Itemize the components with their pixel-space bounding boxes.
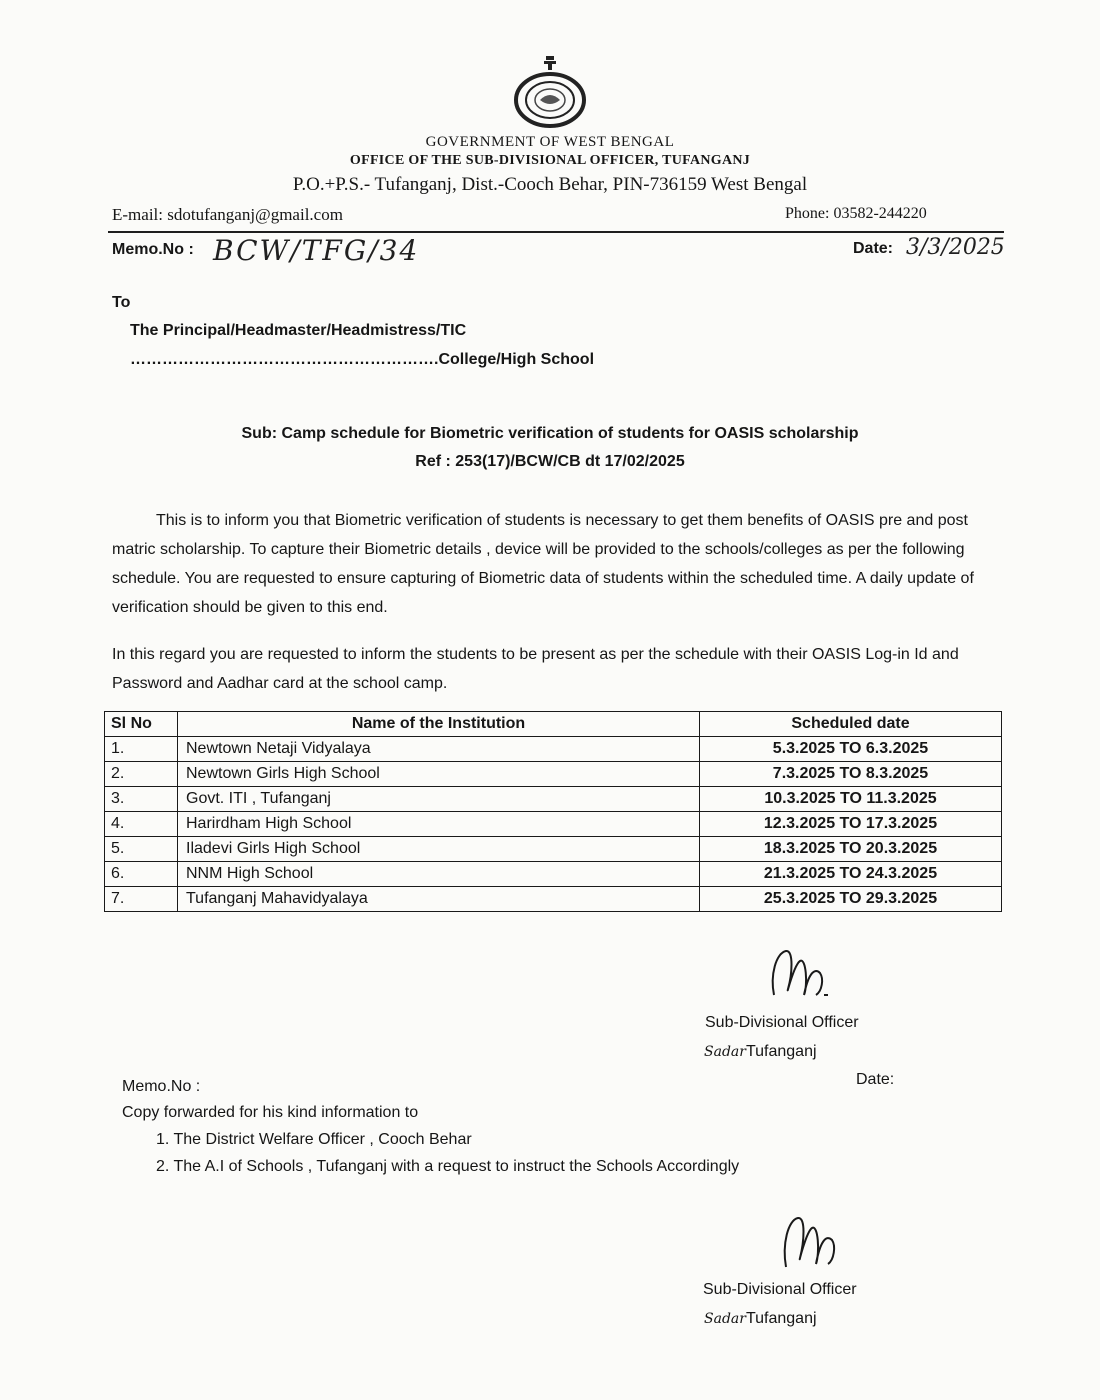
addressee-to: To [112,294,131,311]
signature-2 [776,1212,846,1274]
letter-reference: Ref : 253(17)/BCW/CB dt 17/02/2025 [415,453,685,470]
row-sl-no: 2. [105,762,178,787]
table-row [105,812,1002,837]
row-scheduled-date: 25.3.2025 TO 29.3.2025 [700,887,1002,912]
header-sl-no: Sl No [105,712,178,737]
signature-1 [764,945,834,1007]
table-row [105,787,1002,812]
memo-number-label: Memo.No : [112,241,194,258]
row-sl-no: 5. [105,837,178,862]
row-sl-no: 6. [105,862,178,887]
header-divider [108,231,1004,233]
signatory-designation-2: Sub-Divisional Officer [703,1281,857,1298]
body-paragraph-1: This is to inform you that Biometric verification of students is necessary to get them benefits of OASIS pre and post matric scholarship. To capture their Biometric details , device will be provided to the schools/colleges as per the following schedule. You are requested to ensure capturing of Biometric data of students within the scheduled time. A daily update of verification should be given to this end. [112,512,974,616]
row-institution: Iladevi Girls High School [178,837,700,862]
signatory-designation-1: Sub-Divisional Officer [705,1014,859,1031]
header-scheduled-date: Scheduled date [700,712,1002,737]
table-row [105,887,1002,912]
addressee-line-2: ………………………………………………….College/High School [130,351,595,368]
memo-date-label: Date: [853,240,894,257]
signatory-stamp-1 [704,1043,817,1061]
copy-recipient: 1. The District Welfare Officer , Cooch Behar [156,1131,472,1148]
office-name: OFFICE OF THE SUB-DIVISIONAL OFFICER, TUFANGANJ [349,153,751,168]
row-sl-no: 3. [105,787,178,812]
row-institution: Harirdham High School [178,812,700,837]
copy-intro: Copy forwarded for his kind information to [122,1104,419,1121]
table-row [105,862,1002,887]
letter-subject: Sub: Camp schedule for Biometric verification of students for OASIS scholarship [241,425,859,442]
row-scheduled-date: 21.3.2025 TO 24.3.2025 [700,862,1002,887]
row-institution: NNM High School [178,862,700,887]
stamp-place-2: Tufanganj [745,1310,817,1327]
table-header-row [105,712,1002,737]
office-phone: Phone: 03582-244220 [785,205,927,222]
government-name: GOVERNMENT OF WEST BENGAL [425,134,675,150]
row-institution: Newtown Netaji Vidyalaya [178,737,700,762]
memo-date-handwritten: 3/3/2025 [906,235,1005,260]
body-paragraph-2: In this regard you are requested to inform the students to be present as per the schedule with their OASIS Log-in Id and Password and Aadhar card at the school camp. [112,646,959,692]
schedule-table [104,711,1002,912]
copy-date-label: Date: [856,1071,895,1088]
row-institution: Govt. ITI , Tufanganj [178,787,700,812]
copy-memo-label: Memo.No : [122,1078,201,1095]
row-scheduled-date: 10.3.2025 TO 11.3.2025 [700,787,1002,812]
addressee-line-1: The Principal/Headmaster/Headmistress/TIC [130,322,467,339]
header-institution: Name of the Institution [178,712,700,737]
stamp-prefix-1: Sadar [704,1044,746,1060]
row-sl-no: 1. [105,737,178,762]
table-row [105,737,1002,762]
stamp-place-1: Tufanganj [745,1043,817,1060]
copy-recipient: 2. The A.I of Schools , Tufanganj with a request to instruct the Schools Accordingly [156,1158,740,1175]
row-sl-no: 7. [105,887,178,912]
row-scheduled-date: 5.3.2025 TO 6.3.2025 [700,737,1002,762]
signatory-stamp-2 [704,1310,817,1328]
government-emblem-icon [510,52,590,140]
office-address: P.O.+P.S.- Tufanganj, Dist.-Cooch Behar, PIN-736159 West Bengal [292,174,808,195]
row-sl-no: 4. [105,812,178,837]
row-scheduled-date: 12.3.2025 TO 17.3.2025 [700,812,1002,837]
table-row [105,837,1002,862]
row-scheduled-date: 18.3.2025 TO 20.3.2025 [700,837,1002,862]
table-row [105,762,1002,787]
memo-number-handwritten: BCW/TFG/34 [213,234,420,267]
office-email: E-mail: sdotufanganj@gmail.com [112,205,343,224]
row-institution: Newtown Girls High School [178,762,700,787]
stamp-prefix-2: Sadar [704,1311,746,1327]
row-scheduled-date: 7.3.2025 TO 8.3.2025 [700,762,1002,787]
row-institution: Tufanganj Mahavidyalaya [178,887,700,912]
